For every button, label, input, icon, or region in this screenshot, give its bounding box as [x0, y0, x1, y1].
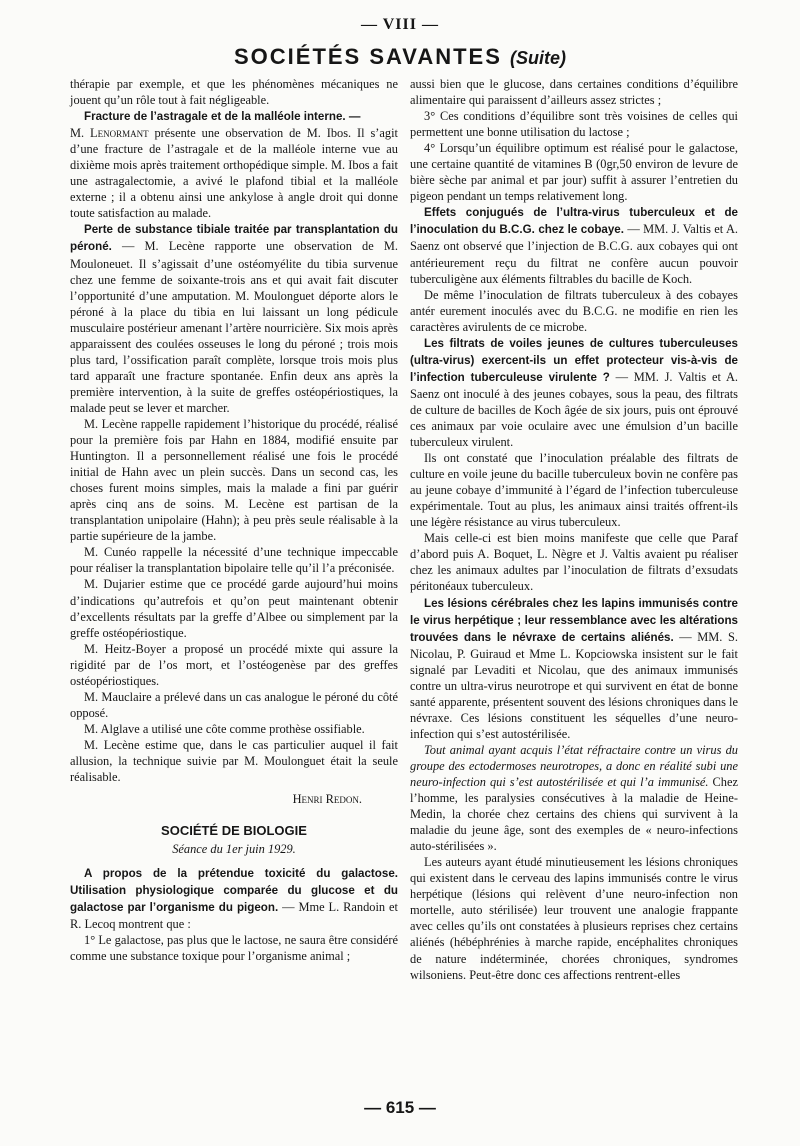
section-heading: Effets conjugués de l’ultra-virus tuberculeux et de l’inoculation du B.C.G. chez le cobaye.	[410, 206, 738, 237]
title-text: SOCIÉTÉS SAVANTES	[233, 44, 502, 69]
signature: Henri Redon.	[292, 792, 362, 807]
paragraph: M. Lecène estime que, dans le cas particulier auquel il fait allusion, la technique suivie par M. Moulonguet était la seule réalisable.	[70, 737, 398, 785]
paragraph: M. Alglave a utilisé une côte comme prothèse ossifiable.	[84, 721, 365, 736]
paragraph: 4° Lorsqu’un équilibre optimum est réalisé pour le galactose, une certaine quantité de vitamines B (0gr,50 environ de levure de bière sèche par animal et par jour) suffit à assurer l’entretien du pigeon pendant un temps relativement long.	[410, 141, 738, 204]
paragraph: Les auteurs ayant étudé minutieusement les lésions chroniques qui existent dans le cerveau des lapins immunisés contre le virus herpétique (lésions qui relèvent d’une neuro-infection non mortelle, auto stérilisée) leur trouvent une analogie frappante avec celles qu’ils ont constatées à plusieurs reprises chez certains aliénés (hébéphrénies à marche rapide, encéphalites chroniques de nature indéterminée, chorées chroniques, syndromes wilsoniens. Peut-être donc ces affections rentrent-elles	[410, 855, 738, 982]
paragraph: Mais celle-ci est bien moins manifeste que celle que Paraf d’abord puis A. Boquet, L. Nègre et J. Valtis avaient pu réaliser chez les animaux adultes par l’inoculation de filtrats d’exsudats péritonéaux tuberculeux.	[410, 531, 738, 594]
section-title: SOCIÉTÉ DE BIOLOGIE	[161, 823, 307, 839]
section-date: Séance du 1er juin 1929.	[172, 842, 296, 857]
paragraph: Ils ont constaté que l’inoculation préalable des filtrats de culture en voile jeune du bacille tuberculeux bovin ne confère pas au jeune cobaye d’immunité à l’égard de l’infection tuberculeuse expérimentale. Tout au plus, les animaux ainsi traités offrent-ils une légère résistance au virus tuberculeux.	[410, 451, 738, 530]
paragraph: 1° Le galactose, pas plus que le lactose, ne saura être considéré comme une substance toxique pour l’organisme animal ;	[70, 933, 398, 964]
paragraph	[410, 335, 738, 450]
right-column	[410, 76, 738, 983]
paragraph-text: — MM. J. Valtis et A. Saenz ont inoculé à des jeunes cobayes, sous la peau, des filtrats de culture de bacilles de Koch âgée de six jours, puis ont éprouvé ces animaux par voie oculaire avec une émulsion d’un bacille tuberculeux virulent.	[410, 369, 738, 450]
paragraph: 3° Ces conditions d’équilibre sont très voisines de celles qui permettent une bonne utilisation du lactose ;	[410, 109, 738, 140]
paragraph-text: — MM. S. Nicolau, P. Guiraud et Mme L. Kopciowska insistent sur le fait signalé par Levaditi et Nicolau, que des animaux immunisés contre un ultra-virus neurotrope et qui survivent en état de bonne santé apparente, présentent souvent des lésions chroniques dans le névraxe. Ces lésions constituent les séquelles d’une neuro-infection qui s’est autostérilisée.	[410, 629, 738, 741]
paragraph-text: — Mme L. Randoin et R. Lecoq montrent que :	[70, 900, 398, 932]
paragraph	[70, 865, 398, 932]
author-name: M. Lenormant	[70, 126, 149, 141]
paragraph	[70, 108, 398, 221]
paragraph: M. Dujarier estime que ce procédé garde aujourd’hui moins d’indications qu’autrefois et qu’on peut maintenant obtenir d’excellents résultats par la greffe d’Albee ou simplement par la greffe ostéopériostique.	[70, 577, 398, 640]
title-suite: (Suite)	[510, 48, 566, 68]
paragraph: M. Cunéo rappelle la nécessité d’une technique impeccable pour réaliser la transplantation bipolaire telle qu’il l’a préconisée.	[70, 545, 398, 576]
paragraph-text: présente une observation de M. Ibos. Il s’agit d’une fracture de l’astragale et de la malléole interne vue au dixième mois après traitement orthopédique simple. M. Ibos a fait une astragalectomie, a avivé le plafond tibial et la malléole externe ; il a obtenu ainsi une ankylose à angle droit qui donne toute satisfaction au malade.	[70, 126, 399, 221]
paragraph: M. Mauclaire a prélevé dans un cas analogue le péroné du côté opposé.	[70, 689, 398, 720]
paragraph-text: Chez l’homme, les paralysies consécutives à la maladie de Heine-Medin, la chorée chez certains des chiens qui survivent à la maladie du jeune âge, sont des exemples de « neuro-infections auto-stérilisées ».	[410, 775, 738, 854]
left-column	[70, 76, 398, 964]
section-heading: Les lésions cérébrales chez les lapins immunisés contre le virus herpétique ; leur ressemblance avec les altérations trouvées dans le névraxe de certains aliénés.	[410, 596, 738, 644]
paragraph: M. Heitz-Boyer a proposé un procédé mixte qui assure la rigidité par de l’os mort, et l’ostéogenèse par des greffes ostéopériostiques.	[70, 641, 398, 688]
paragraph: M. Lecène rappelle rapidement l’historique du procédé, réalisé pour la première fois par Hahn en 1884, modifié ensuite par Huntington. Il a personnellement réalisé une fois le procédé initial de Hahn avec un plein succès. Dans un second cas, les choses furent moins simples, mais la malade a fini par guérir après cinq ans de soins. M. Lecène est partisan de la transplantation unipolaire (Hahn); à peu près seule réalisable à la partie supérieure de la jambe.	[70, 416, 398, 544]
paragraph	[410, 742, 738, 854]
italic-text: Tout animal ayant acquis l’état réfractaire contre un virus du groupe des ectodermoses neurotropes, a donc en réalité subi une neuro-infection qui s’est autostérilisée et qui l’a immunisé.	[410, 742, 738, 790]
section-heading: Les filtrats de voiles jeunes de cultures tuberculeuses (ultra-virus) exercent-ils un effet protecteur vis-à-vis de l’infection tuberculeuse virulente ?	[410, 336, 738, 384]
page-number: — 615 —	[364, 1098, 436, 1117]
paragraph: thérapie par exemple, et que les phénomènes mécaniques ne jouent qu’un rôle tout à fait négligeable.	[70, 77, 398, 108]
section-heading: Fracture de l’astragale et de la malléole interne. —	[84, 110, 361, 124]
paragraph	[70, 221, 398, 416]
paragraph: De même l’inoculation de filtrats tuberculeux à des cobayes antér eurement inoculés avec du B.C.G. ne modifie en rien les caractères avirulents de ce microbe.	[410, 287, 738, 334]
paragraph-text: — MM. J. Valtis et A. Saenz ont observé que l’injection de B.C.G. aux cobayes qui ont antérieurement reçu du filtrat ne confère aucun pouvoir tuberculigène aux éléments filtrables du bacille de Koch.	[410, 222, 738, 286]
section-heading: A propos de la prétendue toxicité du galactose. Utilisation physiologique comparée du glucose et du galactose par l’organisme du pigeon.	[70, 867, 398, 915]
paragraph	[410, 595, 738, 742]
paragraph: aussi bien que le glucose, dans certaines conditions d’équilibre alimentaire qui paraissent d’ailleurs assez strictes ;	[410, 77, 738, 108]
roman-page-number: — VIII —	[361, 16, 439, 33]
section-heading: Perte de substance tibiale traitée par transplantation du péroné.	[70, 223, 398, 254]
running-title	[0, 44, 800, 70]
paragraph	[410, 204, 738, 286]
paragraph-text: — M. Lecène rapporte une observation de M. Mouloneuet. Il s’agissait d’une ostéomyélite du tibia survenue chez une femme de soixante-trois ans et qui avait fait discuter l’opportunité d’une amputation. M. Moulonguet déporte alors le péroné à la place du tibia en lui laissant un long pédicule musculaire postérieur amenant l’artère nourricière. Six mois après apparaissent des coulées osseuses le long du péroné ; trois mois plus tard, l’ossification paraît complète, lorsque trois mois plus tard apparaît une fracture spontanée. Enfin deux ans après la première intervention, à la suite de greffes ostéopériostiques, la malade peut se lever et marcher.	[70, 239, 398, 415]
